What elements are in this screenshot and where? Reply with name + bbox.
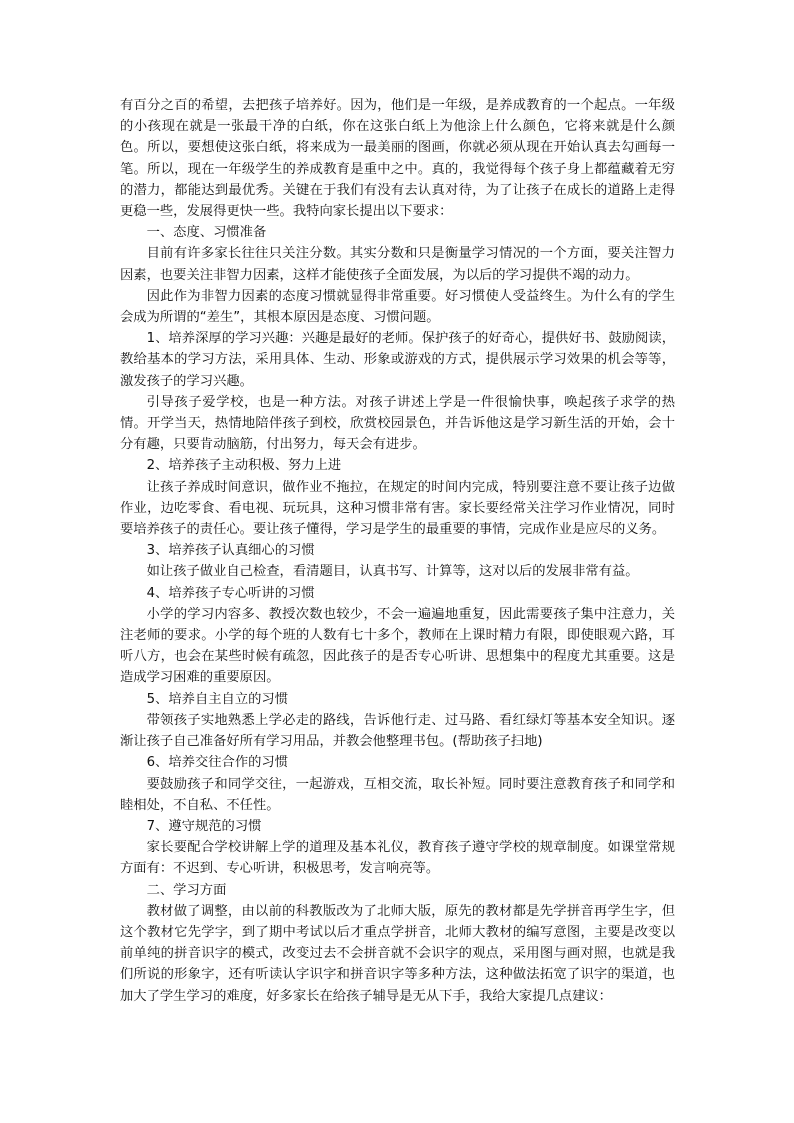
paragraph-etiquette: 家长要配合学校讲解上学的道理及基本礼仪，教育孩子遵守学校的规章制度。如课堂常规方面有：不迟到、专心听讲，积极思考，发言响亮等。 (120, 840, 675, 877)
paragraph-time-awareness: 让孩子养成时间意识，做作业不拖拉，在规定的时间内完成，特别要注意不要让孩子边做作业，边吃零食、看电视、玩玩具，这种习惯非常有害。家长要经常关注学习作业情况，同时要培养孩子的责任心。要让孩子懂得，学习是学生的最重要的事情，完成作业是应尽的义务。 (120, 479, 675, 538)
document-page (120, 95, 675, 1007)
heading-attentive-listening: 4、培养孩子专心听讲的习惯 (146, 585, 315, 601)
paragraph-non-intellectual: 因此作为非智力因素的态度习惯就显得非常重要。好习惯使人受益终生。为什么有的学生会成为所谓的“差生”，其根本原因是态度、习惯问题。 (120, 288, 675, 326)
paragraph-love-school: 引导孩子爱学校，也是一种方法。对孩子讲述上学是一件很愉快事，唤起孩子求学的热情。开学当天，热情地陪伴孩子到校，欣赏校园景色，并告诉他这是学习新生活的开始，会十分有趣，只要肯动脑筋，付出努力，每天会有进步。 (120, 394, 675, 453)
paragraph-socializing: 要鼓励孩子和同学交往，一起游戏，互相交流，取长补短。同时要注意教育孩子和同学和睦相处，不自私、不任性。 (120, 776, 675, 813)
paragraph-interest: 1、培养深厚的学习兴趣：兴趣是最好的老师。保护孩子的好奇心，提供好书、鼓励阅读，教给基本的学习方法，采用具体、生动、形象或游戏的方式，提供展示学习效果的机会等等，激发孩子的学习兴趣。 (120, 331, 675, 389)
heading-rules: 7、遵守规范的习惯 (146, 818, 262, 834)
heading-careful: 3、培养孩子认真细心的习惯 (146, 543, 315, 559)
paragraph-textbook: 教材做了调整，由以前的科教版改为了北师大版，原先的教材都是先学拼音再学生字，但这个教材它先学字，到了期中考试以后才重点学拼音，北师大教材的编写意图，主要是改变以前单纯的拼音识字的模式，改变过去不会拼音就不会识字的观点，采用图与画对照，也就是我们所说的形象字，还有听读认字识字和拼音识字等多种方法，这种做法拓宽了识字的渠道，也加大了学生学习的难度，好多家长在给孩子辅导是无从下手，我给大家提几点建议： (120, 903, 675, 1004)
heading-learning: 二、学习方面 (146, 882, 227, 898)
paragraph-safety-route: 带领孩子实地熟悉上学必走的路线，告诉他行走、过马路、看红绿灯等基本安全知识。逐渐让孩子自己准备好所有学习用品，并教会他整理书包。(帮助孩子扫地) (120, 712, 675, 750)
heading-proactive: 2、培养孩子主动积极、努力上进 (146, 458, 342, 474)
paragraph-intro: 有百分之百的希望，去把孩子培养好。因为，他们是一年级，是养成教育的一个起点。一年级的小孩现在就是一张最干净的白纸，你在这张白纸上为他涂上什么颜色，它将来就是什么颜色。所以，要想使这张白纸，将来成为一最美丽的图画，你就必须从现在开始认真去勾画每一笔。所以，现在一年级学生的养成教育是重中之中。真的，我觉得每个孩子身上都蕴藏着无穷的潜力，都能达到最优秀。关键在于我们有没有去认真对待，为了让孩子在成长的道路上走得更稳一些，发展得更快一些。我特向家长提出以下要求： (120, 98, 675, 220)
paragraph-self-check: 如让孩子做业自己检查，看清题目，认真书写、计算等，这对以后的发展非常有益。 (146, 564, 639, 580)
paragraph-concentration: 小学的学习内容多、教授次数也较少，不会一遍遍地重复，因此需要孩子集中注意力，关注老师的要求。小学的每个班的人数有七十多个，教师在上课时精力有限，即使眼观六路，耳听八方，也会在某些时候有疏忽，因此孩子的是否专心听讲、思想集中的程度尤其重要。这是造成学习困难的重要原因。 (120, 606, 675, 686)
paragraph-scores: 目前有许多家长往往只关注分数。其实分数和只是衡量学习情况的一个方面，要关注智力因素，也要关注非智力因素，这样才能使孩子全面发展，为以后的学习提供不竭的动力。 (120, 246, 675, 283)
heading-independence: 5、培养自主自立的习惯 (146, 691, 289, 707)
heading-attitude-habits: 一、态度、习惯准备 (146, 225, 267, 241)
heading-cooperation: 6、培养交往合作的习惯 (146, 755, 289, 771)
